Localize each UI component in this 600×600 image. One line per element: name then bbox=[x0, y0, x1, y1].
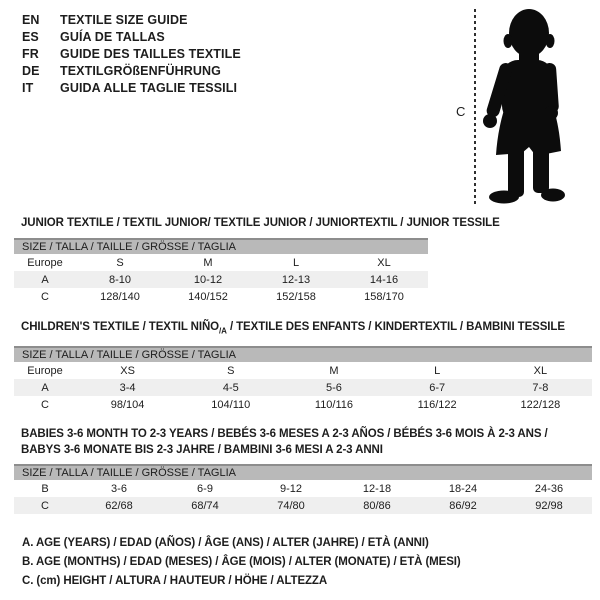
row-label: C bbox=[41, 499, 49, 512]
title-text: JUNIOR TEXTILE / TEXTIL JUNIOR/ TEXTILE JUNIOR / JUNIORTEXTIL / JUNIOR TESSILE bbox=[21, 217, 500, 229]
size-cell: 122/128 bbox=[520, 398, 561, 411]
lang-label: TEXTILGRÖßENFÜHRUNG bbox=[60, 64, 221, 78]
footnote-b: B. AGE (MONTHS) / EDAD (MESES) / ÂGE (MOIS) / ALTER (MONATE) / ETÀ (MESI) bbox=[22, 556, 461, 568]
size-header-bar: SIZE / TALLA / TAILLE / GRÖSSE / TAGLIA bbox=[14, 239, 428, 254]
size-cell: XL bbox=[533, 364, 548, 377]
size-cell: 6-7 bbox=[429, 381, 446, 394]
title-text-line1: BABIES 3-6 MONTH TO 2-3 YEARS / BEBÉS 3-6 MESES A 2-3 AÑOS / BÉBÉS 3-6 MOIS À 2-3 ANS / bbox=[21, 428, 548, 440]
babies-size-table bbox=[14, 464, 592, 514]
lang-code: EN bbox=[22, 13, 40, 27]
title-text-line2: BABYS 3-6 MONATE BIS 2-3 JAHRE / BAMBINI 3-6 MESI A 2-3 ANNI bbox=[21, 444, 383, 456]
row-label: B bbox=[41, 482, 49, 495]
junior-size-table bbox=[14, 238, 428, 305]
size-cell: 110/116 bbox=[314, 398, 354, 411]
size-cell: S bbox=[116, 256, 124, 269]
size-cell: 5-6 bbox=[326, 381, 342, 394]
size-cell: 74/80 bbox=[277, 499, 305, 512]
size-cell: XL bbox=[377, 256, 391, 269]
children-size-table bbox=[14, 346, 592, 413]
size-cell: 24-36 bbox=[534, 482, 564, 495]
lang-row-en bbox=[22, 12, 241, 29]
table-row-b bbox=[14, 480, 592, 497]
size-cell: 3-4 bbox=[119, 381, 136, 394]
size-cell: 128/140 bbox=[100, 290, 140, 303]
size-cell: 10-12 bbox=[193, 273, 223, 286]
table-row-a bbox=[14, 271, 428, 288]
row-label: A bbox=[41, 273, 49, 286]
title-subscript: /A bbox=[219, 326, 227, 336]
lang-row-fr bbox=[22, 46, 241, 63]
size-cell: 80/86 bbox=[363, 499, 391, 512]
size-cell: 12-18 bbox=[362, 482, 392, 495]
size-cell: 152/158 bbox=[276, 290, 316, 303]
lang-label: GUIDE DES TAILLES TEXTILE bbox=[60, 47, 241, 61]
size-cell: 140/152 bbox=[188, 290, 228, 303]
babies-section-title bbox=[21, 426, 548, 458]
size-cell: L bbox=[434, 364, 441, 377]
footnote-a: A. AGE (YEARS) / EDAD (AÑOS) / ÂGE (ANS) / ALTER (JAHRE) / ETÀ (ANNI) bbox=[22, 537, 429, 549]
baby-silhouette-icon bbox=[450, 5, 600, 210]
size-cell: 68/74 bbox=[191, 499, 219, 512]
size-cell: 18-24 bbox=[448, 482, 478, 495]
size-cell: XS bbox=[120, 364, 135, 377]
height-measure-label: C bbox=[456, 104, 466, 119]
table-row-c bbox=[14, 396, 592, 413]
size-cell: 7-8 bbox=[532, 381, 549, 394]
size-cell: 62/68 bbox=[105, 499, 133, 512]
row-label: A bbox=[41, 381, 49, 394]
size-cell: 3-6 bbox=[111, 482, 127, 495]
lang-label: TEXTILE SIZE GUIDE bbox=[60, 13, 188, 27]
lang-code: IT bbox=[22, 81, 34, 95]
size-cell: S bbox=[227, 364, 235, 377]
table-row-a bbox=[14, 379, 592, 396]
table-row-c bbox=[14, 497, 592, 514]
size-cell: 104/110 bbox=[211, 398, 251, 411]
footnotes bbox=[22, 534, 461, 591]
size-cell: 9-12 bbox=[279, 482, 303, 495]
size-cell: M bbox=[329, 364, 339, 377]
row-label: C bbox=[41, 398, 49, 411]
size-cell: 116/122 bbox=[417, 398, 457, 411]
size-cell: 4-5 bbox=[222, 381, 239, 394]
row-label: C bbox=[41, 290, 49, 303]
table-row-europe bbox=[14, 254, 428, 271]
footnote-c: C. (cm) HEIGHT / ALTURA / HAUTEUR / HÖHE / ALTEZZA bbox=[22, 575, 328, 587]
size-cell: 86/92 bbox=[449, 499, 477, 512]
size-cell: 12-13 bbox=[281, 273, 311, 286]
lang-code: FR bbox=[22, 47, 39, 61]
size-cell: L bbox=[292, 256, 300, 269]
size-cell: 158/170 bbox=[364, 290, 404, 303]
table-row-europe bbox=[14, 362, 592, 379]
row-label: Europe bbox=[27, 256, 63, 269]
size-cell: 6-9 bbox=[197, 482, 213, 495]
size-header-bar: SIZE / TALLA / TAILLE / GRÖSSE / TAGLIA bbox=[14, 347, 592, 362]
title-text: / TEXTILE DES ENFANTS / KINDERTEXTIL / BAMBINI TESSILE bbox=[226, 321, 565, 333]
table-row-c bbox=[14, 288, 428, 305]
row-label: Europe bbox=[27, 364, 63, 377]
lang-label: GUÍA DE TALLAS bbox=[60, 30, 165, 44]
size-cell: 98/104 bbox=[110, 398, 145, 411]
title-text: CHILDREN'S TEXTILE / TEXTIL NIÑO bbox=[21, 321, 220, 333]
lang-code: ES bbox=[22, 30, 39, 44]
size-cell: 8-10 bbox=[108, 273, 132, 286]
lang-row-de bbox=[22, 63, 241, 80]
lang-label: GUIDA ALLE TAGLIE TESSILI bbox=[60, 81, 238, 95]
children-section-title bbox=[21, 320, 565, 338]
lang-row-it bbox=[22, 80, 241, 97]
lang-row-es bbox=[22, 29, 241, 46]
baby-figure bbox=[450, 5, 600, 210]
lang-code: DE bbox=[22, 64, 40, 78]
language-list bbox=[22, 12, 241, 97]
size-cell: 92/98 bbox=[535, 499, 563, 512]
size-cell: M bbox=[203, 256, 213, 269]
size-cell: 14-16 bbox=[369, 273, 399, 286]
junior-section-title bbox=[21, 216, 500, 230]
size-header-bar: SIZE / TALLA / TAILLE / GRÖSSE / TAGLIA bbox=[14, 465, 592, 480]
